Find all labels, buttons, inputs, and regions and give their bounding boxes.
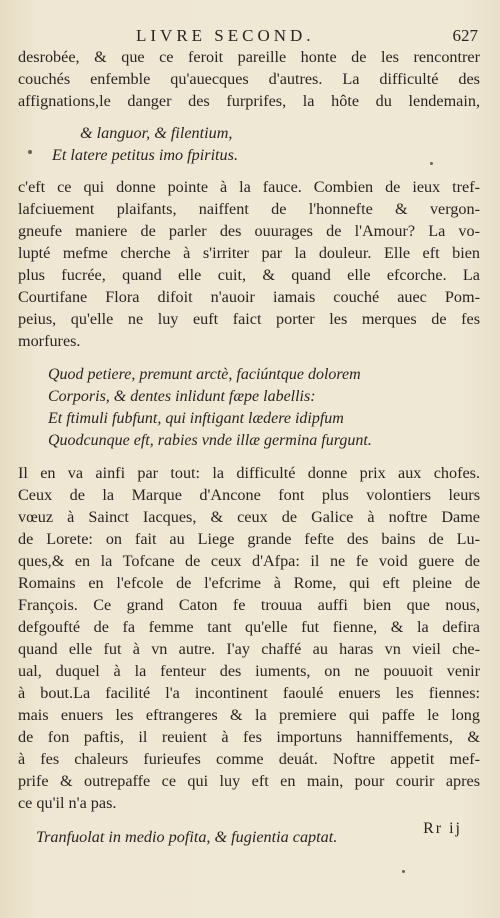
text-line: Courtifane Flora difoit n'auoir iamais couché auec Pom- — [18, 288, 480, 306]
text-line: François. Ce grand Caton fe trouua auffi bien que nous, — [18, 596, 480, 614]
verse-quote-3: Tranfuolat in medio pofita, & fugientia captat. — [36, 828, 338, 846]
text-line: de fon paftis, il reuient à fes importuns hanniffements, & — [18, 728, 480, 746]
text-line: mais enuers les eftrangeres & la premiere qui paffe le long — [18, 706, 480, 724]
text-line: de Lorete: on fait au Liege grande fefte des bains de Lu- — [18, 530, 480, 548]
text-line: desrobée, & que ce feroit pareille honte de les rencontrer — [18, 48, 480, 66]
text-line: couchés enfemble qu'auecques d'autres. La difficulté des — [18, 70, 480, 88]
text-line: lafciuement plaifants, naiffent de l'honnefte & vergon- — [18, 200, 480, 218]
page-number: 627 — [452, 26, 478, 45]
ink-spot — [430, 162, 433, 165]
paragraph-3 — [18, 462, 480, 814]
text-line: à fes chaleurs furieufes comme deuát. Noftre appetit mef- — [18, 750, 480, 768]
text-line: Ceux de la Marque d'Ancone font plus volontiers leurs — [18, 486, 480, 504]
text-line: à bout.La facilité l'a incontinent faoulé enuers les fiennes: — [18, 684, 480, 702]
verse-line: Quodcunque eft, rabies vnde illæ germina furgunt. — [48, 432, 372, 449]
text-line: ual, duquel à la fenteur des iuments, on ne pouuoit venir — [18, 662, 480, 680]
text-line: Romains en l'efcole de l'efcrime à Rome, qui eft pleine de — [18, 574, 480, 592]
running-head: LIVRE SECOND. — [136, 26, 315, 45]
text-line: ques,& en la Tofcane de ceux d'Afpa: il ne fe void guere de — [18, 552, 480, 570]
verse-line: Quod petiere, premunt arctè, faciúntque dolorem — [48, 366, 361, 383]
verse-quote-2 — [18, 364, 480, 452]
page-header — [0, 26, 500, 48]
text-line: plus fucrée, quand elle cuit, & quand elle efcorche. La — [18, 266, 480, 284]
paragraph-1 — [18, 46, 480, 112]
ink-spot — [28, 150, 32, 154]
text-line: morfures. — [18, 332, 81, 350]
text-line: c'eft ce qui donne pointe à la fauce. Combien de ieux tref- — [18, 178, 480, 196]
text-line: ce qu'il n'a pas. — [18, 794, 117, 812]
text-line: affignations,le danger des furprifes, la hôte du lendemain, — [18, 92, 480, 110]
text-line: quand elle fut à vn autre. I'ay chaffé au haras vn vieil che- — [18, 640, 480, 658]
ink-spot — [402, 870, 405, 873]
text-line: defgoufté de fa femme tant qu'elle fut fienne, & la defira — [18, 618, 480, 636]
verse-line: Corporis, & dentes inlidunt fæpe labellis: — [48, 388, 316, 405]
signature-mark: Rr ij — [423, 820, 462, 837]
text-line: Il en va ainfi par tout: la difficulté donne prix aux chofes. — [18, 464, 480, 482]
verse-line: & languor, & filentium, — [80, 124, 233, 142]
verse-quote-1 — [18, 122, 480, 166]
verse-line: Et ftimuli fubfunt, qui inftigant lædere idipfum — [48, 410, 344, 427]
text-line: peius, qu'elle ne luy euft faict porter les merques de fes — [18, 310, 480, 328]
paragraph-2 — [18, 176, 480, 352]
verse-line: Et latere petitus imo fpiritus. — [52, 146, 238, 164]
text-line: lupté mefme cherche à s'irriter par la douleur. Elle eft bien — [18, 244, 480, 262]
body-text — [18, 46, 480, 848]
text-line: gneufe maniere de parler des ouurages de l'Amour? La vo- — [18, 222, 480, 240]
text-line: prife & outrepaffe ce qui luy eft en main, pour courir apres — [18, 772, 480, 790]
text-line: vœuz à Sainct Iacques, & ceux de Galice à noftre Dame — [18, 508, 480, 526]
